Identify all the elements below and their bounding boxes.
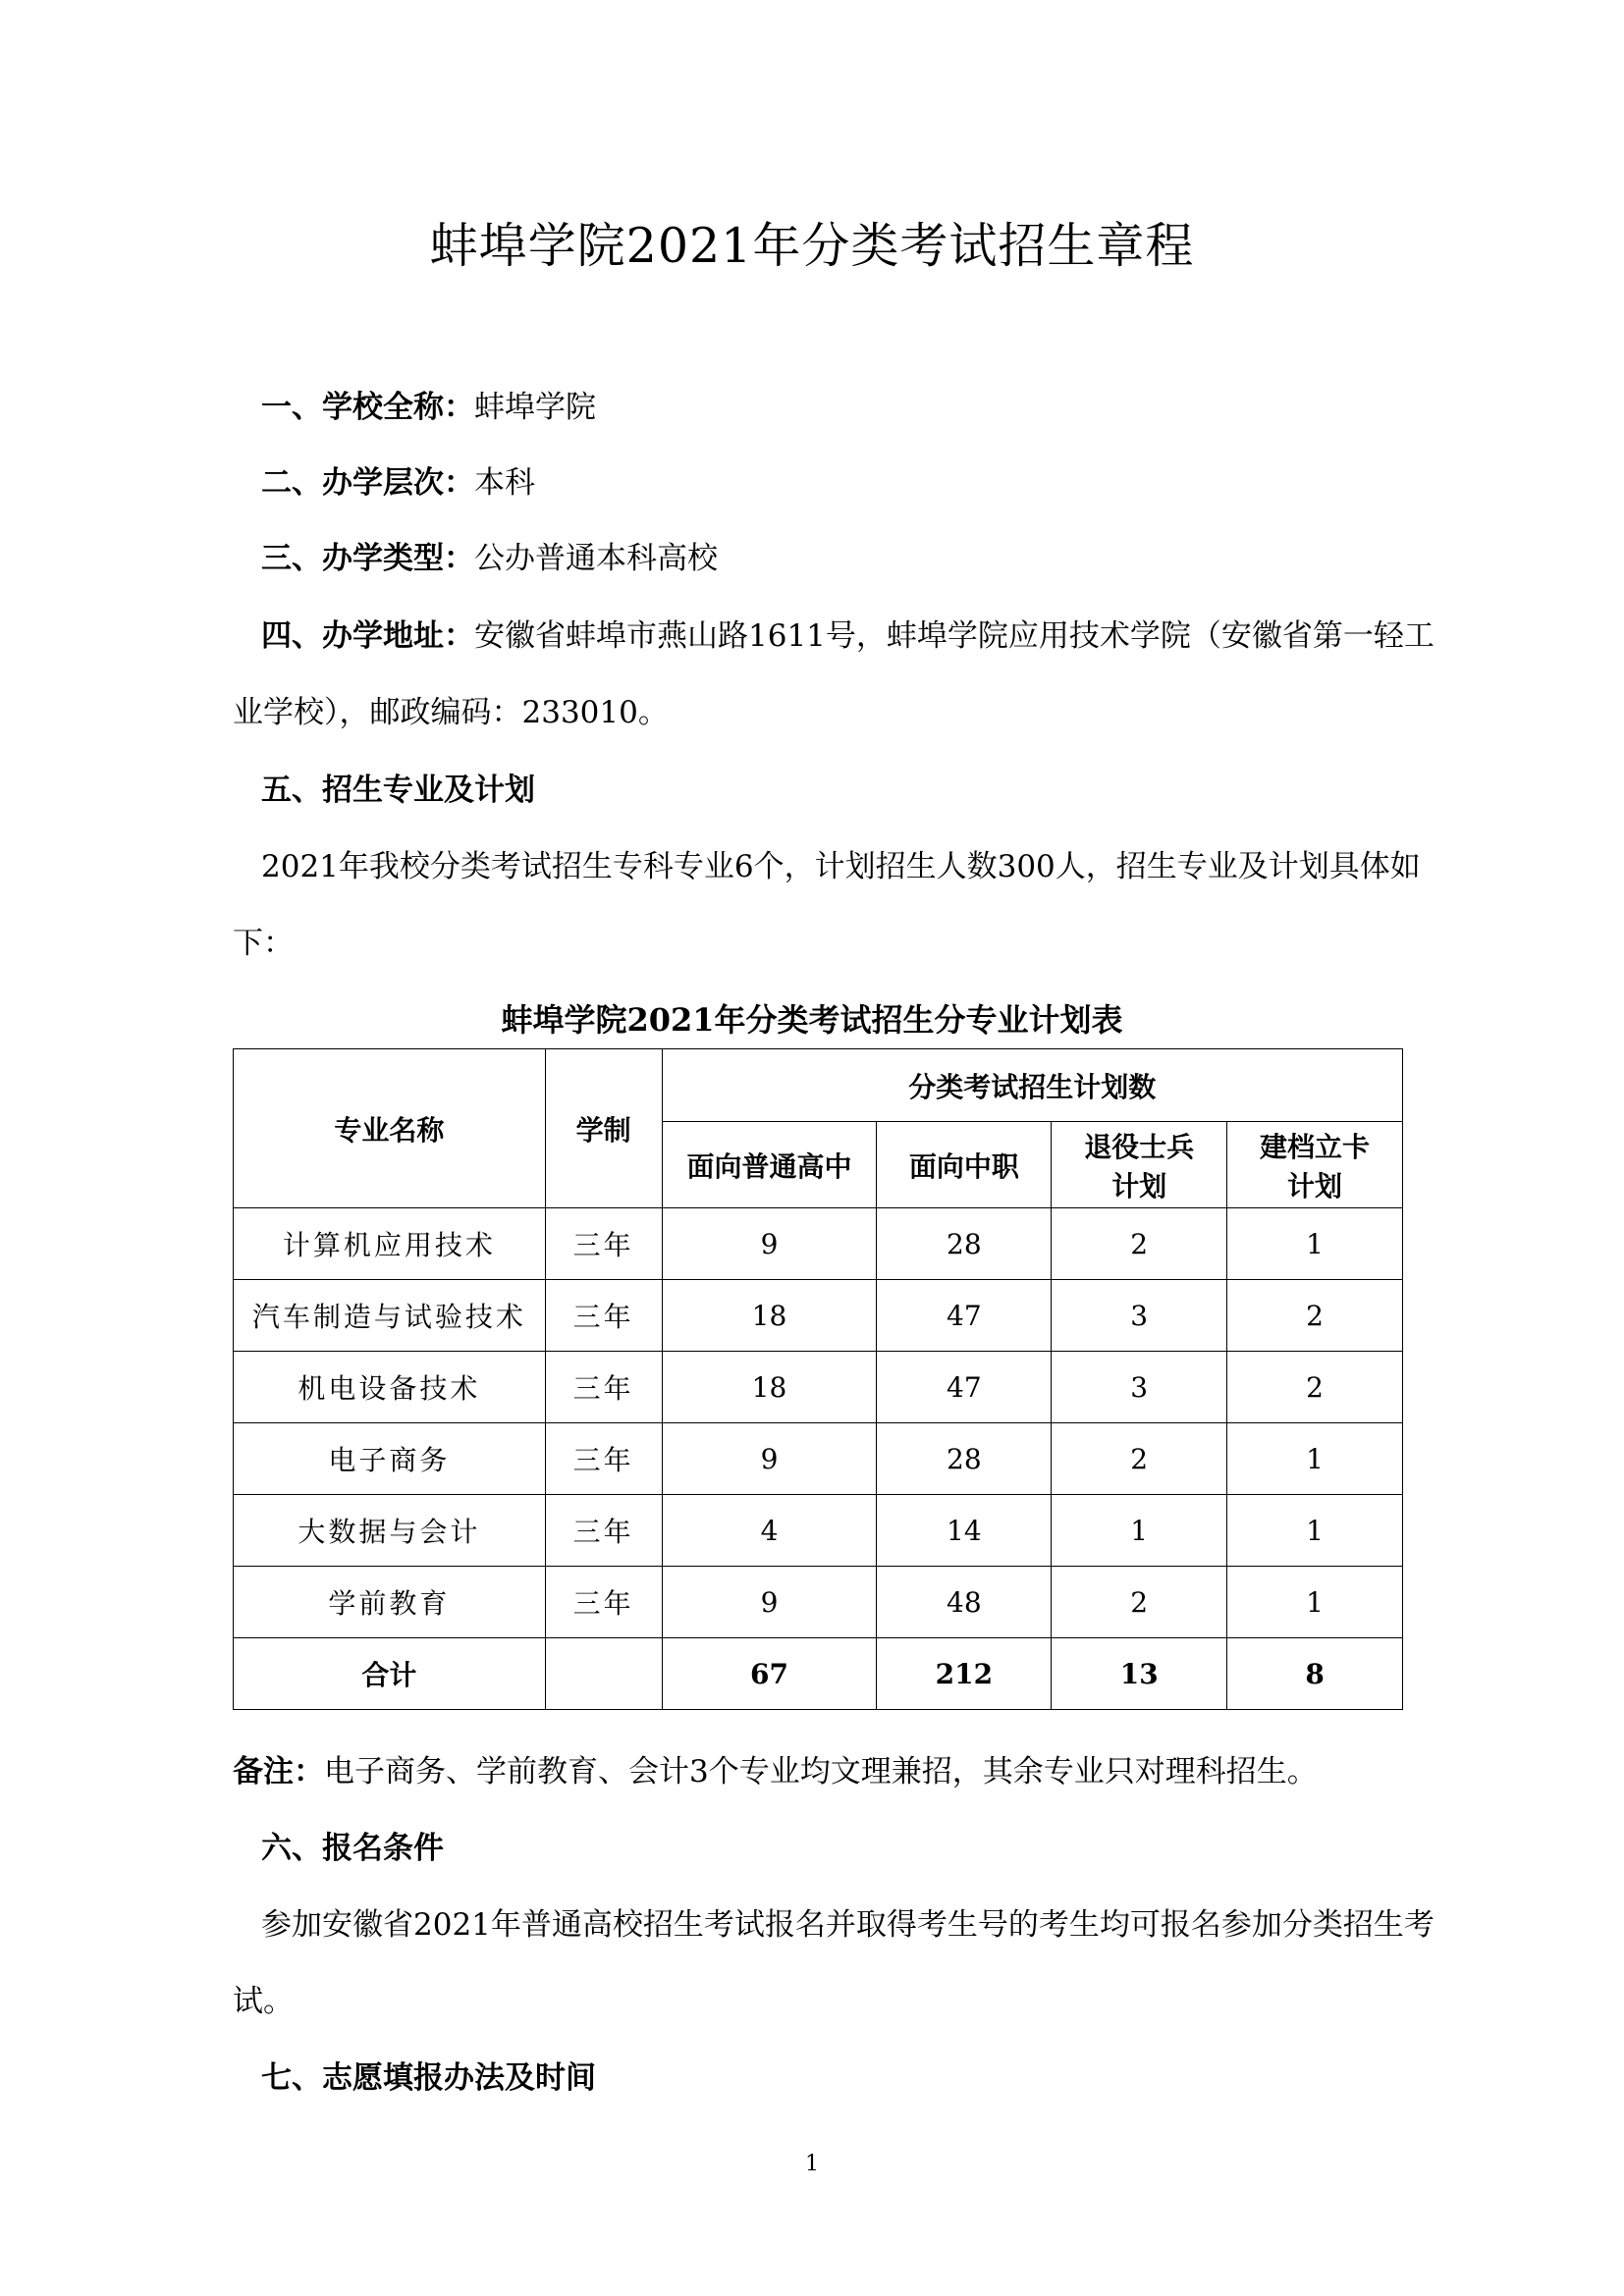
page-number: 1	[805, 2152, 819, 2176]
cell-vocational: 47	[877, 1352, 1052, 1423]
cell-veteran: 3	[1052, 1352, 1227, 1423]
document-title: 蚌埠学院2021年分类考试招生章程	[429, 218, 1195, 274]
cell-total-duration	[545, 1638, 662, 1710]
cell-poverty: 1	[1227, 1423, 1403, 1495]
header-poverty	[1227, 1122, 1403, 1208]
cell-duration: 三年	[545, 1423, 662, 1495]
cell-poverty: 1	[1227, 1567, 1403, 1638]
cell-poverty: 2	[1227, 1352, 1403, 1423]
section-value: 安徽省蚌埠市燕山路1611号，蚌埠学院应用技术学院（安徽省第一轻工业学校），邮政编码：233010。	[233, 618, 1435, 730]
header-veteran-l2: 计划	[1111, 1169, 1167, 1202]
cell-vocational: 28	[877, 1423, 1052, 1495]
header-duration: 学制	[545, 1049, 662, 1208]
cell-total-poverty: 8	[1227, 1638, 1403, 1710]
section-label: 七、志愿填报办法及时间	[261, 2060, 596, 2096]
cell-veteran: 2	[1052, 1208, 1227, 1280]
section-label: 六、报名条件	[261, 1831, 444, 1866]
cell-general: 18	[662, 1280, 877, 1352]
cell-vocational: 48	[877, 1567, 1052, 1638]
section-application-heading	[233, 2040, 1438, 2116]
note-text: 电子商务、学前教育、会计3个专业均文理兼招，其余专业只对理科招生。	[324, 1754, 1318, 1789]
section-type	[233, 520, 1438, 597]
section-label: 二、办学层次：	[261, 465, 474, 501]
header-poverty-l1: 建档立卡	[1260, 1130, 1371, 1163]
cell-duration: 三年	[545, 1208, 662, 1280]
section-registration-heading	[233, 1810, 1438, 1887]
cell-vocational: 47	[877, 1280, 1052, 1352]
cell-poverty: 1	[1227, 1495, 1403, 1567]
cell-duration: 三年	[545, 1352, 662, 1423]
header-general: 面向普通高中	[662, 1122, 877, 1208]
header-vocational: 面向中职	[877, 1122, 1052, 1208]
section-label: 五、招生专业及计划	[261, 773, 535, 808]
cell-general: 4	[662, 1495, 877, 1567]
table-caption: 蚌埠学院2021年分类考试招生分专业计划表	[501, 1001, 1123, 1039]
note-label: 备注：	[233, 1754, 324, 1789]
section-label: 四、办学地址：	[261, 618, 474, 654]
cell-veteran: 2	[1052, 1567, 1227, 1638]
cell-duration: 三年	[545, 1495, 662, 1567]
cell-vocational: 28	[877, 1208, 1052, 1280]
cell-major: 大数据与会计	[234, 1495, 546, 1567]
section-address	[233, 598, 1438, 751]
cell-major: 学前教育	[234, 1567, 546, 1638]
cell-veteran: 2	[1052, 1423, 1227, 1495]
table-row	[234, 1352, 1403, 1423]
cell-vocational: 14	[877, 1495, 1052, 1567]
cell-general: 9	[662, 1208, 877, 1280]
cell-veteran: 3	[1052, 1280, 1227, 1352]
section-majors-text: 2021年我校分类考试招生专科专业6个，计划招生人数300人，招生专业及计划具体如下：	[233, 849, 1421, 961]
table-header-row	[234, 1049, 1403, 1122]
section-value: 本科	[474, 465, 535, 501]
cell-duration: 三年	[545, 1567, 662, 1638]
cell-major: 电子商务	[234, 1423, 546, 1495]
section-majors-heading	[233, 752, 1438, 828]
header-veteran-l1: 退役士兵	[1084, 1130, 1195, 1163]
cell-total-veteran: 13	[1052, 1638, 1227, 1710]
section-value: 公办普通本科高校	[474, 541, 718, 576]
cell-major: 机电设备技术	[234, 1352, 546, 1423]
section-registration-text: 参加安徽省2021年普通高校招生考试报名并取得考生号的考生均可报名参加分类招生考试。	[233, 1907, 1435, 2019]
section-level	[233, 445, 1438, 521]
cell-general: 9	[662, 1567, 877, 1638]
section-school-name	[233, 369, 1438, 446]
cell-major: 计算机应用技术	[234, 1208, 546, 1280]
cell-poverty: 2	[1227, 1280, 1403, 1352]
table-note	[233, 1734, 1438, 1810]
cell-major: 汽车制造与试验技术	[234, 1280, 546, 1352]
cell-poverty: 1	[1227, 1208, 1403, 1280]
cell-general: 18	[662, 1352, 877, 1423]
table-row	[234, 1567, 1403, 1638]
section-label: 一、学校全称：	[261, 390, 474, 425]
header-plan-group: 分类考试招生计划数	[662, 1049, 1402, 1122]
table-row	[234, 1423, 1403, 1495]
cell-total-label: 合计	[234, 1638, 546, 1710]
table-row	[234, 1208, 1403, 1280]
cell-veteran: 1	[1052, 1495, 1227, 1567]
table-row	[234, 1495, 1403, 1567]
table-row	[234, 1280, 1403, 1352]
table-total-row	[234, 1638, 1403, 1710]
cell-duration: 三年	[545, 1280, 662, 1352]
section-value: 蚌埠学院	[474, 390, 596, 425]
plan-table	[233, 1048, 1403, 1710]
cell-general: 9	[662, 1423, 877, 1495]
header-poverty-l2: 计划	[1287, 1169, 1343, 1202]
cell-total-general: 67	[662, 1638, 877, 1710]
cell-total-vocational: 212	[877, 1638, 1052, 1710]
header-veteran	[1052, 1122, 1227, 1208]
header-major: 专业名称	[234, 1049, 546, 1208]
section-label: 三、办学类型：	[261, 541, 474, 576]
